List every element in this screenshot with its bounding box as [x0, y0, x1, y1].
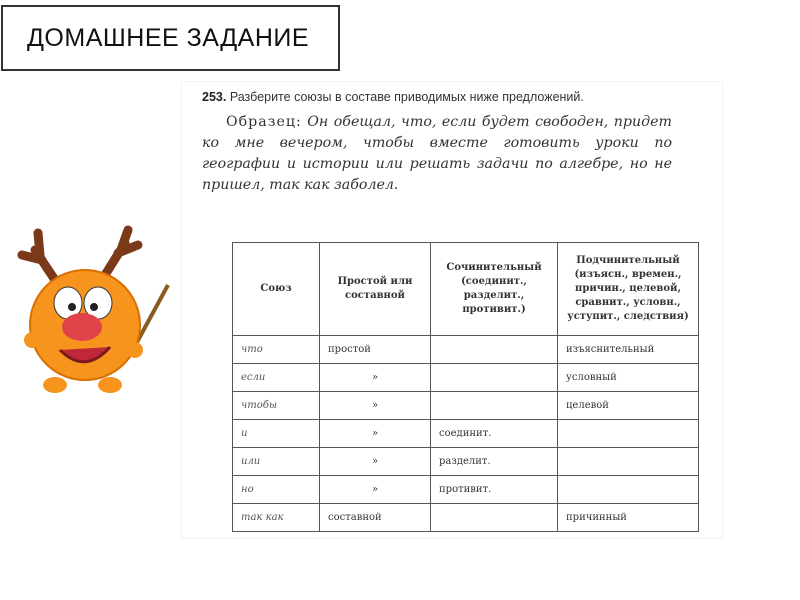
- moose-mascot-illustration: [10, 225, 175, 400]
- table-row: [233, 504, 699, 532]
- cell-subordinating: изъяснительный: [558, 336, 699, 364]
- cell-type: »: [320, 392, 431, 420]
- cell-conjunction: или: [233, 448, 320, 476]
- sample-sentence: [202, 112, 672, 196]
- task-number: 253.: [202, 90, 227, 104]
- cell-coordinating: [431, 336, 558, 364]
- task-statement: [202, 90, 584, 104]
- table-row: [233, 476, 699, 504]
- cell-type: »: [320, 448, 431, 476]
- slide-title: [1, 5, 340, 71]
- cell-subordinating: целевой: [558, 392, 699, 420]
- cell-type: составной: [320, 504, 431, 532]
- cell-conjunction: но: [233, 476, 320, 504]
- cell-coordinating: [431, 504, 558, 532]
- cell-subordinating: [558, 448, 699, 476]
- cell-type: »: [320, 420, 431, 448]
- cell-conjunction: и: [233, 420, 320, 448]
- cell-type: простой: [320, 336, 431, 364]
- table-row: [233, 364, 699, 392]
- cell-coordinating: разделит.: [431, 448, 558, 476]
- header-conjunction: Союз: [233, 243, 320, 336]
- cell-conjunction: так как: [233, 504, 320, 532]
- table-row: [233, 336, 699, 364]
- cell-subordinating: [558, 420, 699, 448]
- cell-coordinating: противит.: [431, 476, 558, 504]
- cell-subordinating: условный: [558, 364, 699, 392]
- header-subordinating: Подчинительный (изъясн., времен., причин., целевой, сравнит., условн., уступит., следствия): [558, 243, 699, 336]
- cell-coordinating: [431, 392, 558, 420]
- textbook-excerpt: [182, 82, 722, 538]
- table-row: [233, 448, 699, 476]
- sample-text: Он обещал, что, если будет свободен, придет ко мне вечером, чтобы вместе готовить уроки по географии и истории или решать задачи по алгебре, но не пришел, так как заболел.: [202, 114, 672, 193]
- slide-title-text: ДОМАШНЕЕ ЗАДАНИЕ: [27, 23, 310, 52]
- header-coordinating: Сочинительный (соединит., разделит., противит.): [431, 243, 558, 336]
- cell-conjunction: если: [233, 364, 320, 392]
- conjunctions-table: [232, 242, 699, 532]
- table-row: [233, 392, 699, 420]
- table-row: [233, 420, 699, 448]
- header-simple-compound: Простой или составной: [320, 243, 431, 336]
- task-text: Разберите союзы в составе приводимых ниже предложений.: [229, 90, 584, 104]
- cell-conjunction: что: [233, 336, 320, 364]
- sample-label: Образец:: [226, 114, 302, 130]
- cell-coordinating: [431, 364, 558, 392]
- cell-coordinating: соединит.: [431, 420, 558, 448]
- cell-type: »: [320, 476, 431, 504]
- cell-conjunction: чтобы: [233, 392, 320, 420]
- cell-type: »: [320, 364, 431, 392]
- cell-subordinating: [558, 476, 699, 504]
- cell-subordinating: причинный: [558, 504, 699, 532]
